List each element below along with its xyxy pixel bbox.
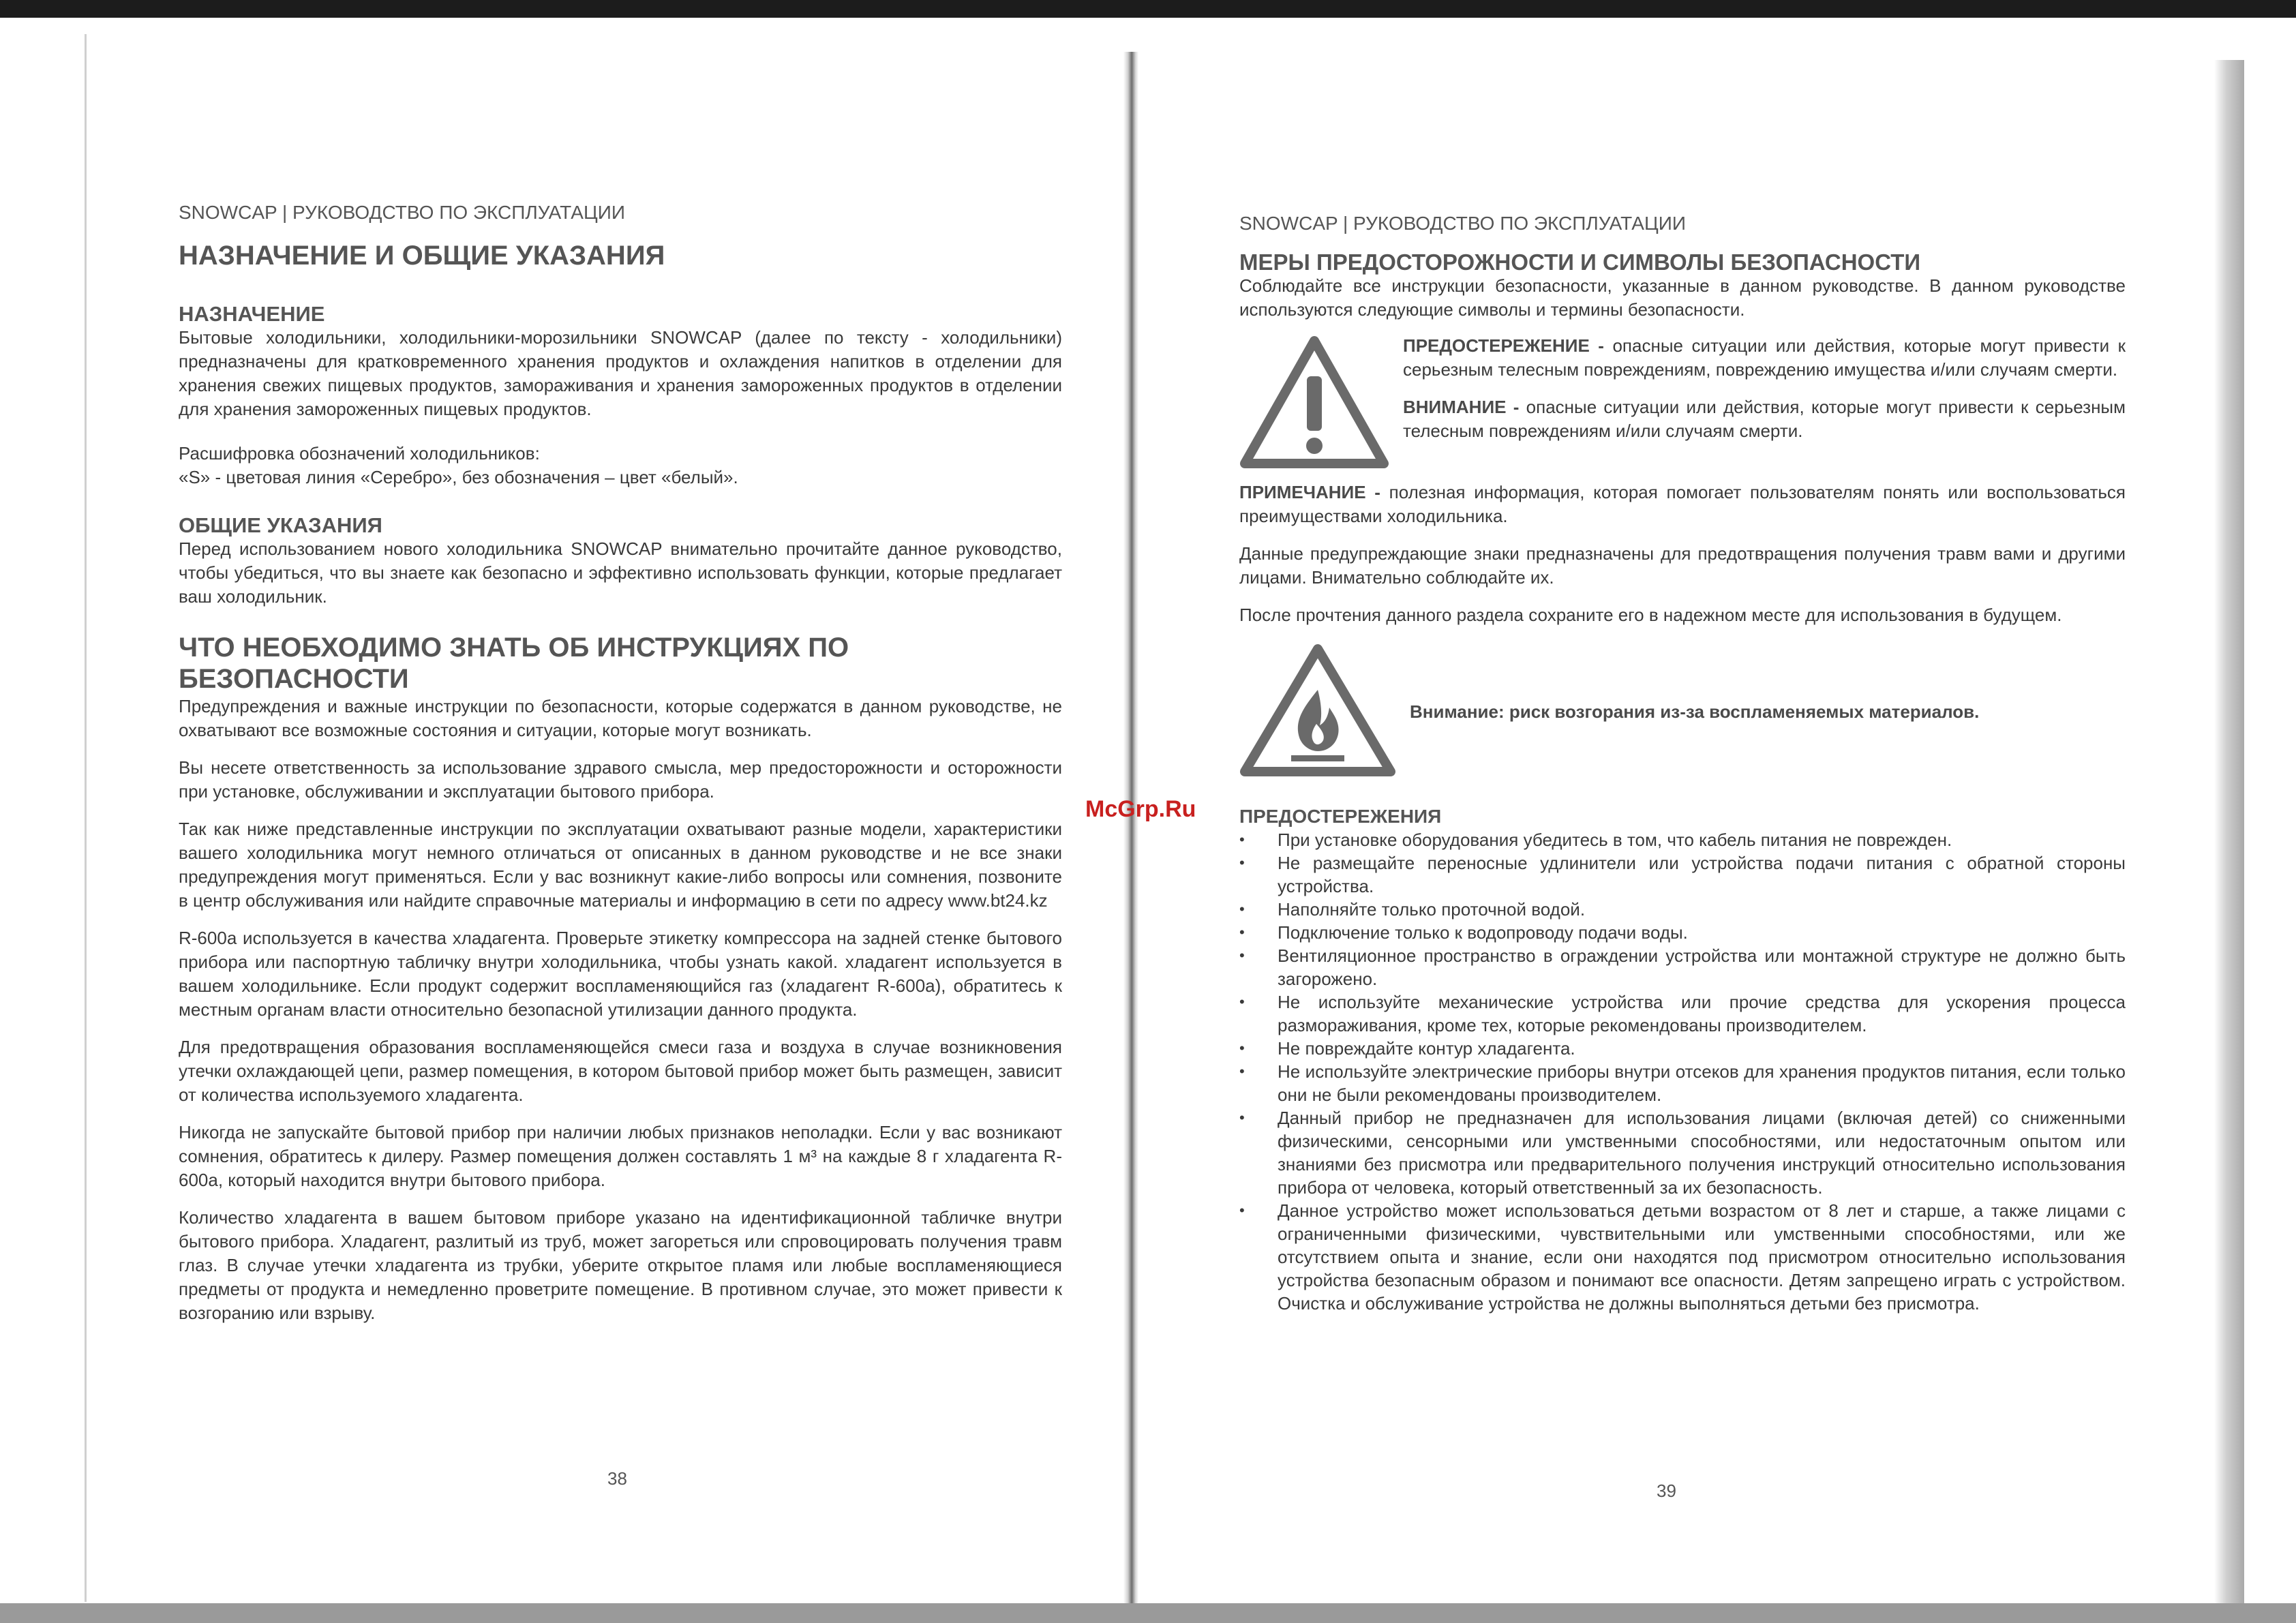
list-item: • Подключение только к водопроводу подачи воды. [1239,921,2126,944]
note-definition [1239,481,2126,528]
warning-term: ПРЕДОСТЕРЕЖЕНИЕ - [1403,335,1604,356]
list-item: • Вентиляционное пространство в ограждении устройства или монтажной структуре не должно быть загорожено. [1239,944,2126,990]
running-head: SNOWCAP | РУКОВОДСТВО ПО ЭКСПЛУАТАЦИИ [1239,213,1686,234]
warning-definition [1403,334,2126,382]
intro-text: Соблюдайте все инструкции безопасности, указанные в данном руководстве. В данном руководстве используются следующие символы и термины безопасности. [1239,275,2126,320]
attention-term: ВНИМАНИЕ - [1403,397,1520,417]
list-item: • Не повреждайте контур хладагента. [1239,1037,2126,1060]
list-item: • Данный прибор не предназначен для использования лицами (включая детей) со сниженными физическими, сенсорными или умственными способностями, или недостаточным опытом или знаниями без присмотра или предварительного получения инструкций относительно использования прибора от человека, который ответственный за их безопасность. [1239,1106,2126,1199]
safety-paragraph: Никогда не запускайте бытовой прибор при наличии любых признаков неполадки. Если у вас возникают сомнения, обратитесь к дилеру. Размер помещения должен составлять 1 м³ на каждые 8 г хладагента R-600a, который находится внутри бытового прибора. [179,1122,1062,1190]
signs-paragraph: Данные предупреждающие знаки предназначены для предотвращения получения травм вами и другими лицами. Внимательно соблюдайте их. [1239,543,2126,588]
list-item: • Не используйте электрические приборы внутри отсеков для хранения продуктов питания, если только они не были рекомендованы производителем. [1239,1060,2126,1106]
purpose-heading: НАЗНАЧЕНИЕ [179,302,325,326]
safety-paragraph: Количество хладагента в вашем бытовом приборе указано на идентификационной табличке внутри бытового прибора. Хладагент, разлитый из труб, может загореться или спровоцировать получения травм глаз. В случае утечки хладагента из трубки, уберите открытое пламя или любые воспламеняющиеся предметы от продукта и немедленно проветрите помещение. В противном случае, это может привести к возгоранию или взрыву. [179,1207,1062,1323]
list-item: • Не используйте механические устройства или прочие средства для ускорения процесса размораживания, кроме тех, которые рекомендованы производителем. [1239,990,2126,1037]
flammable-warning-icon [1239,642,1403,782]
page-number-left: 38 [607,1468,627,1489]
section-title: НАЗНАЧЕНИЕ И ОБЩИЕ УКАЗАНИЯ [179,241,665,271]
keep-paragraph: После прочтения данного раздела сохраните его в надежном месте для использования в будущем. [1239,605,2062,625]
general-text: Перед использованием нового холодильника SNOWCAP внимательно прочитайте данное руководство, чтобы убедиться, что вы знаете как безопасно и эффективно использовать функции, которые предлагает ваш холодильник. [179,539,1062,607]
section-title: МЕРЫ ПРЕДОСТОРОЖНОСТИ И СИМВОЛЫ БЕЗОПАСНОСТИ [1239,249,1921,275]
safety-paragraph: Вы несете ответственность за использование здравого смысла, мер предосторожности и осторожности при установке, обслуживании и эксплуатации бытового прибора. [179,757,1062,802]
cautions-list [1239,828,2126,1315]
list-item: • При установке оборудования убедитесь в том, что кабель питания не поврежден. [1239,828,2126,851]
scan-bottom-border [0,1603,2296,1623]
page-right-edge [2214,60,2244,1603]
watermark-text: McGrp.Ru [1085,796,1196,822]
safety-heading: ЧТО НЕОБХОДИМО ЗНАТЬ ОБ ИНСТРУКЦИЯХ ПО БЕЗОПАСНОСТИ [179,633,849,694]
page-number-right: 39 [1657,1481,1676,1501]
attention-text: опасные ситуации или действия, которые могут привести к серьезным телесным повреждениям и/или случаям смерти. [1403,397,2126,441]
right-page [1239,213,2126,1315]
list-item: • Наполняйте только проточной водой. [1239,898,2126,921]
safety-paragraph: R-600a используется в качества хладагента. Проверьте этикетку компрессора на задней стенке бытового прибора или паспортную табличку внутри холодильника, чтобы узнать какой. хладагент используется в вашем холодильнике. Если продукт содержит воспламеняющийся газ (хладагент R-600a), обратитесь к местным органам власти относительно безопасной утилизации данного продукта. [179,928,1062,1020]
fire-warning-text: Внимание: риск возгорания из-за воспламеняемых материалов. [1410,701,1980,722]
list-item: • Данное устройство может использоваться детьми возрастом от 8 лет и старше, а также лицами с ограниченными физическими, чувствительными или умственными способностями, или же отсутствием опыта и знание, если они находятся под присмотром относительно использования устройства безопасным образом и понимают все опасности. Детям запрещено играть с устройством. Очистка и обслуживание устройства не должны выполняться детьми без присмотра. [1239,1199,2126,1315]
scan-top-border [0,0,2296,18]
list-item: • Не размещайте переносные удлинители или устройства подачи питания с обратной стороны устройства. [1239,851,2126,898]
left-page [179,202,1062,1325]
note-term: ПРИМЕЧАНИЕ - [1239,482,1380,502]
warning-symbol-block [1239,334,2126,474]
attention-definition [1403,395,2126,443]
safety-paragraph: Для предотвращения образования воспламеняющейся смеси газа и воздуха в случае возникновения утечки охлаждающей цепи, размер помещения, в котором бытовой прибор может быть размещен, зависит от количества используемого хладагента. [179,1037,1063,1105]
warning-triangle-icon [1239,334,1396,474]
page-left-edge [85,34,87,1602]
decoding-label: Расшифровка обозначений холодильников: [179,443,540,464]
safety-paragraph: Так как ниже представленные инструкции по эксплуатации охватывают разные модели, характеристики вашего холодильника могут немного отличаться от описанных в данном руководстве и не все знаки предупреждения могут применяться. Если у вас возникнут какие-либо вопросы или сомнения, позвоните в центр обслуживания или найдите справочные материалы и информацию в сети по адресу www.bt24.kz [179,819,1062,911]
general-heading: ОБЩИЕ УКАЗАНИЯ [179,513,382,537]
note-text: полезная информация, которая помогает пользователям понять или воспользоваться преимуществами холодильника. [1239,482,2126,526]
warning-text: опасные ситуации или действия, которые могут привести к серьезным телесным повреждениям, повреждению имущества и/или случаям смерти. [1403,335,2126,380]
fire-warning-block [1239,642,2126,782]
book-gutter [1123,52,1138,1603]
safety-paragraph: Предупреждения и важные инструкции по безопасности, которые содержатся в данном руководстве, не охватывают все возможные состояния и ситуации, которые могут возникать. [179,696,1062,740]
decoding-text: «S» - цветовая линия «Серебро», без обозначения – цвет «белый». [179,467,738,487]
running-head: SNOWCAP | РУКОВОДСТВО ПО ЭКСПЛУАТАЦИИ [179,202,625,223]
cautions-heading: ПРЕДОСТЕРЕЖЕНИЯ [1239,806,1442,827]
purpose-text: Бытовые холодильники, холодильники-морозильники SNOWCAP (далее по тексту - холодильники) предназначены для кратковременного хранения продуктов и охлаждения напитков в отделении для хранения свежих пищевых продуктов, замораживания и хранения замороженных продуктов в отделении для хранения замороженных пищевых продуктов. [179,327,1062,419]
